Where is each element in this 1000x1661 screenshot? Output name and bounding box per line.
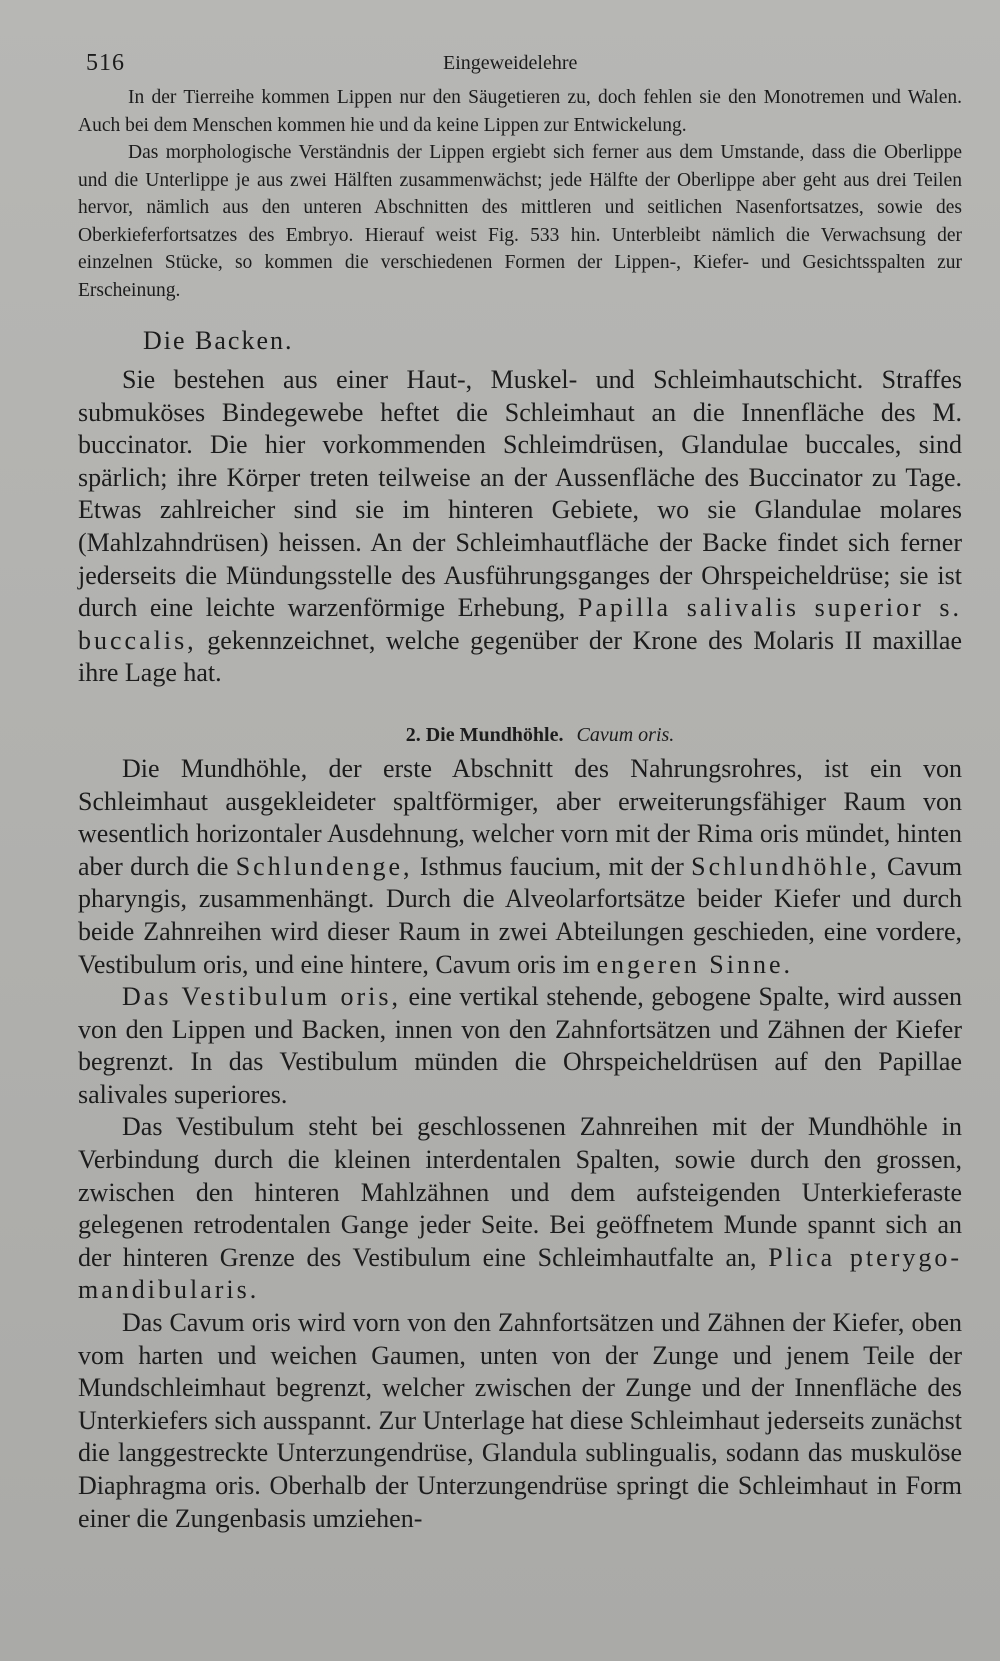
term-schlundhoehle: Schlundhöhle, (691, 851, 880, 881)
mundhoehle-text-b: Isthmus faucium, mit der (419, 851, 684, 881)
paragraph-cavum-oris: Das Cavum oris wird vorn von den Zahnfortsätzen und Zähnen der Kiefer, oben vom harten und weichen Gaumen, unten von der Zunge und jenem Teile der Mundschleimhaut begrenzt, welcher zwischen der Zunge und der Innenfläche des Unterkiefers sich ausspannt. Zur Unterlage hat diese Schleimhaut jederseits zunächst die langgestreckte Unterzungendrüse, Glandula sublingualis, sodann das muskulöse Diaphragma oris. Oberhalb der Unterzungendrüse springt die Schleimhaut in Form einer die Zungenbasis umziehen- (78, 1308, 962, 1533)
paragraph-vestibulum (78, 981, 962, 1111)
vestibulum-text: eine vertikal stehende, gebogene Spalte, wird aussen von den Lippen und Backen, innen von den Zahnfortsätzen und Zähnen der Kiefer begrenzt. In das Vestibulum münden die Ohrspeicheldrüsen auf den Papillae salivales superiores. (78, 982, 962, 1109)
running-title: Eingeweidelehre (443, 52, 578, 74)
mundhoehle-text-a: Die Mundhöhle, der erste Abschnitt des Nahrungsrohres, ist ein von Schleimhaut ausgekleideter spaltförmiger, aber erweiterungsfähiger Raum von wesentlich horizontaler Ausdehnung, welcher vorn mit der Rima oris mündet, hinten aber durch die (78, 753, 962, 881)
intro-text (78, 84, 962, 304)
mundhoehle-text-c: Cavum pharyngis, zusammenhängt. Durch die Alveolarfortsätze beider Kiefer und durch beide Zahnreihen wird dieser Raum in zwei Abteilungen geschieden, eine vordere, Vestibulum oris, und eine hintere, Cavum oris im (78, 851, 963, 979)
paragraph-morphologie: Das morphologische Verständnis der Lippen ergiebt sich ferner aus dem Umstande, dass die Oberlippe und die Unterlippe je aus zwei Hälften zusammenwächst; jede Hälfte der Oberlippe aber geht aus drei Teilen hervor, nämlich aus den unteren Abschnitten des mittleren und seitlichen Nasenfortsatzes, sowie des Oberkieferfortsatzes des Embryo. Hierauf weist Fig. 533 hin. Unterbleibt nämlich die Verwachsung der einzelnen Stücke, so kommen die verschiedenen Formen der Lippen-, Kiefer- und Gesichtsspalten zur Erscheinung. (78, 142, 962, 301)
term-schlundenge: Schlundenge, (235, 851, 413, 881)
section-heading-mundhoehle (78, 724, 962, 747)
section-number: 2. (405, 723, 421, 746)
mundhoehle-text (78, 753, 962, 1535)
paragraph-backen (78, 364, 962, 690)
section-latin: Cavum oris. (576, 723, 675, 746)
heading-backen: Die Backen. (143, 326, 294, 355)
backen-text-b: gekennzeichnet, welche gegenüber der Krone des Molaris II maxillae ihre Lage hat. (78, 625, 963, 688)
term-engeren-sinne: engeren Sinne. (596, 949, 794, 979)
paragraph-tierreihe: In der Tierreihe kommen Lippen nur den Säugetieren zu, doch fehlen sie den Monotremen und Walen. Auch bei dem Menschen kommen hie und da keine Lippen zur Entwickelung. (78, 87, 962, 136)
backen-text (78, 364, 962, 690)
backen-text-a: Sie bestehen aus einer Haut-, Muskel- und Schleimhautschicht. Straffes submuköses Bindegewebe heftet die Schleimhaut an die Innenfläche des M. buccinator. Die hier vorkommenden Schleimdrüsen, Glandulae buccales, sind spärlich; ihre Körper treten teilweise an der Aussenfläche des Buccinator zu Tage. Etwas zahlreicher sind sie im hinteren Gebiete, wo sie Glandulae molares (Mahlzahndrüsen) heissen. An der Schleimhautfläche der Backe findet sich ferner jederseits die Mündungsstelle des Ausführungsganges der Ohrspeicheldrüse; sie ist durch eine leichte warzenförmige Erhebung, (78, 365, 962, 623)
term-plica: Plica pterygo-mandibularis. (78, 1242, 963, 1305)
paragraph-verbindung (78, 1111, 962, 1307)
paragraph-mundhoehle (78, 753, 962, 981)
term-papilla: Papilla salivalis superior s. buccalis, (78, 593, 963, 655)
term-vestibulum: Das Vestibulum oris, (122, 982, 401, 1012)
page-number: 516 (86, 50, 125, 76)
section-name: Die Mundhöhle. (425, 723, 564, 746)
verbindung-text: Das Vestibulum steht bei geschlossenen Zahnreihen mit der Mundhöhle in Verbindung durch die kleinen interdentalen Spalten, sowie durch den grossen, zwischen den hinteren Mahlzähnen und dem aufsteigenden Unterkieferaste gelegenen retrodentalen Gange jeder Seite. Bei geöffnetem Munde spannt sich an der hinteren Grenze des Vestibulum eine Schleimhautfalte an, (78, 1112, 962, 1272)
page-header (78, 44, 962, 84)
